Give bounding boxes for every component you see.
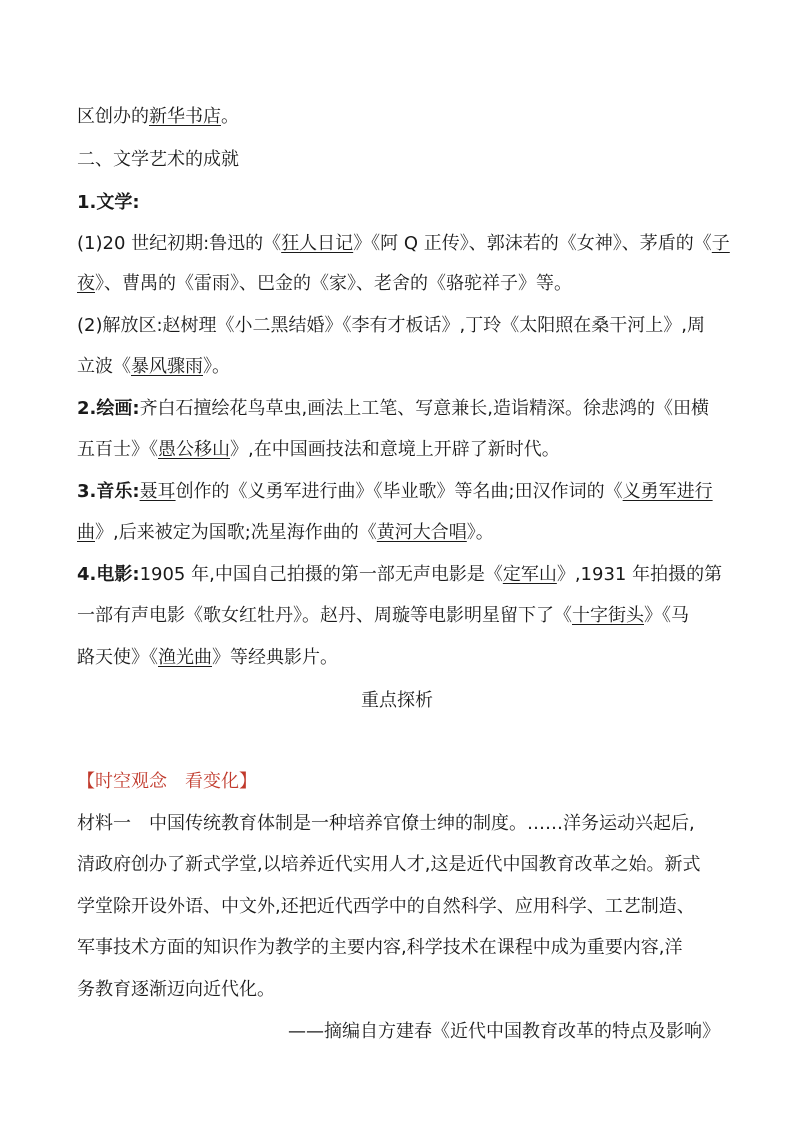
text-segment: 军事技术方面的知识作为教学的主要内容,科学技术在课程中成为重要内容,洋 bbox=[77, 937, 683, 958]
text-segment: 材料一 中国传统教育体制是一种培养官僚士绅的制度。……洋务运动兴起后, bbox=[77, 813, 695, 834]
text-line bbox=[77, 811, 722, 837]
text-segment: 》。 bbox=[466, 522, 494, 543]
text-segment: 重点探析 bbox=[361, 690, 433, 711]
underlined-term: 子 bbox=[711, 233, 730, 254]
underlined-term: 聂耳 bbox=[139, 481, 176, 502]
text-segment: 》等经典影片。 bbox=[212, 647, 338, 668]
text-line bbox=[77, 769, 722, 795]
text-segment: 》。 bbox=[203, 356, 230, 377]
underlined-term: 定军山 bbox=[502, 564, 557, 585]
text-segment: 一部有声电影《歌女红牡丹》。赵丹、周璇等电影明星留下了《 bbox=[77, 605, 572, 626]
text-segment: 》,在中国画技法和意境上开辟了新时代。 bbox=[230, 439, 560, 460]
text-segment: 路天使》《 bbox=[77, 647, 158, 668]
underlined-term: 黄河大合唱 bbox=[376, 522, 467, 543]
text-line bbox=[0, 688, 794, 714]
underlined-term: 义勇军进行 bbox=[622, 481, 713, 502]
bold-heading: 2.绘画: bbox=[77, 398, 140, 419]
bold-heading: 1.文学: bbox=[77, 192, 140, 213]
underlined-term: 曲 bbox=[77, 522, 95, 543]
text-segment: 【时空观念 看变化】 bbox=[77, 771, 257, 792]
text-segment: 》《阿 Q 正传》、郭沫若的《女神》、茅盾的《 bbox=[353, 233, 712, 254]
text-segment: 》、曹禺的《雷雨》、巴金的《家》、老舍的《骆驼祥子》等。 bbox=[95, 273, 572, 294]
text-line bbox=[77, 104, 722, 130]
text-segment: 》《马 bbox=[644, 605, 689, 626]
text-line bbox=[77, 271, 722, 297]
text-segment: 务教育逐渐迈向近代化。 bbox=[77, 979, 275, 1000]
underlined-term: 十字街头 bbox=[572, 605, 644, 626]
text-segment: 齐白石擅绘花鸟草虫,画法上工笔、写意兼长,造诣精深。徐悲鸿的《田横 bbox=[139, 398, 710, 419]
text-line bbox=[77, 520, 722, 546]
text-segment: 》,后来被定为国歌;冼星海作曲的《 bbox=[95, 522, 377, 543]
text-segment: (2)解放区:赵树理《小二黑结婚》《李有才板话》,丁玲《太阳照在桑干河上》,周 bbox=[77, 315, 706, 336]
text-line bbox=[77, 147, 722, 173]
text-line bbox=[77, 479, 722, 505]
underlined-term: 狂人日记 bbox=[281, 233, 354, 254]
text-line bbox=[77, 935, 722, 961]
text-line bbox=[77, 354, 722, 380]
text-segment: 学堂除开设外语、中文外,还把近代西学中的自然科学、应用科学、工艺制造、 bbox=[77, 896, 695, 917]
text-line bbox=[77, 562, 722, 588]
text-segment: 立波《 bbox=[77, 356, 131, 377]
text-line bbox=[77, 852, 722, 878]
text-segment: 二、文学艺术的成就 bbox=[77, 149, 239, 170]
underlined-term: 夜 bbox=[77, 273, 95, 294]
underlined-term: 新华书店 bbox=[149, 106, 221, 127]
bold-heading: 3.音乐: bbox=[77, 481, 140, 502]
text-segment: ——摘编自方建春《近代中国教育改革的特点及影响》 bbox=[288, 1021, 720, 1042]
bold-heading: 4.电影: bbox=[77, 564, 140, 585]
text-segment: (1)20 世纪初期:鲁迅的《 bbox=[77, 233, 282, 254]
text-line bbox=[77, 396, 722, 422]
text-segment: 》,1931 年拍摄的第 bbox=[556, 564, 723, 585]
underlined-term: 渔光曲 bbox=[158, 647, 212, 668]
text-segment: 区创办的 bbox=[77, 106, 149, 127]
text-line bbox=[77, 231, 730, 257]
text-segment: 。 bbox=[221, 106, 239, 127]
text-line bbox=[77, 190, 722, 216]
text-line bbox=[77, 977, 722, 1003]
text-line bbox=[77, 313, 722, 339]
underlined-term: 暴风骤雨 bbox=[131, 356, 203, 377]
text-line bbox=[77, 894, 722, 920]
text-segment: 1905 年,中国自己拍摄的第一部无声电影是《 bbox=[139, 564, 503, 585]
text-segment: 清政府创办了新式学堂,以培养近代实用人才,这是近代中国教育改革之始。新式 bbox=[77, 854, 701, 875]
text-line bbox=[0, 1019, 720, 1045]
text-line bbox=[77, 437, 722, 463]
text-segment: 创作的《义勇军进行曲》《毕业歌》等名曲;田汉作词的《 bbox=[175, 481, 623, 502]
text-segment: 五百士》《 bbox=[77, 439, 158, 460]
text-line bbox=[77, 645, 722, 671]
underlined-term: 愚公移山 bbox=[158, 439, 230, 460]
text-line bbox=[77, 603, 722, 629]
